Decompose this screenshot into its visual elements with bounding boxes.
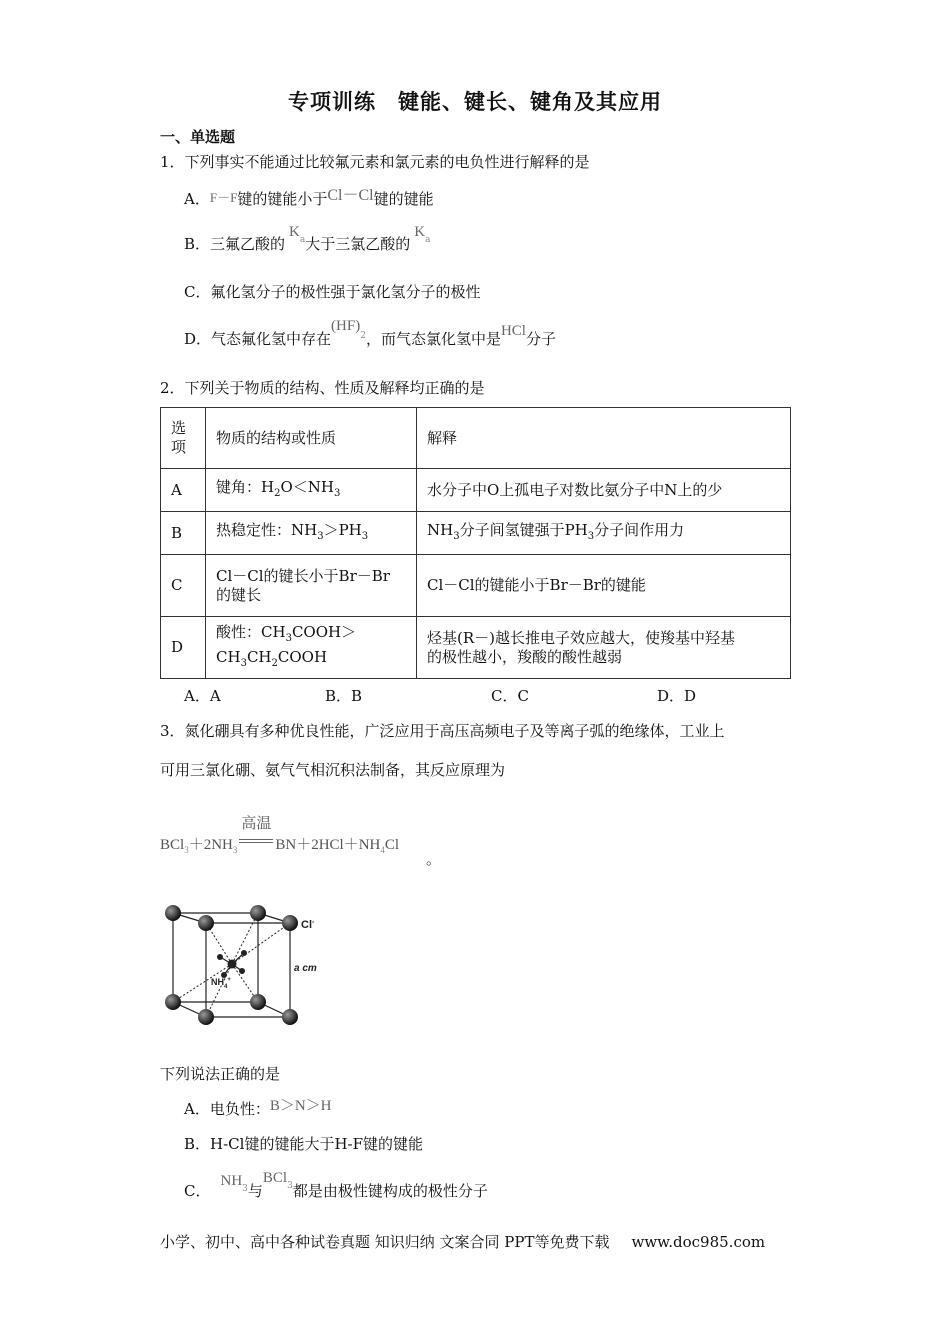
q1-option-c: C．氟化氢分子的极性强于氯化氢分子的极性	[184, 283, 481, 301]
section-heading: 一、单选题	[160, 128, 236, 146]
q2-stem: 2．下列关于物质的结构、性质及解释均正确的是	[160, 379, 485, 397]
q3-stem-line2: 可用三氯化硼、氨气气相沉积法制备，其反应原理为	[160, 761, 506, 779]
table-cell-option: A	[161, 469, 206, 512]
q3-option-a: A．电负性：B＞N＞H	[184, 1098, 332, 1118]
ammonium-label: $NH_4^+$	[211, 977, 231, 990]
table-cell-property: Cl－Cl的键长小于Br－Br 的键长	[206, 555, 417, 617]
q2-choice-b: B．B	[325, 687, 363, 705]
table-cell-property: 键角：$H_2O<NH_3$	[206, 469, 417, 512]
q3-option-c: C．$NH_3$与BCl$_3$都是由极性键构成的极性分子	[184, 1170, 488, 1200]
table-cell-property: 热稳定性：$NH_3>PH_3$	[206, 512, 417, 555]
equation-period: 。	[426, 850, 442, 868]
crystal-cell-diagram	[158, 895, 330, 1030]
table-cell-explanation: Cl－Cl的键能小于Br－Br的键能	[417, 555, 791, 617]
table-header-property: 物质的结构或性质	[206, 408, 417, 469]
footer-text: 小学、初中、高中各种试卷真题 知识归纳 文案合同 PPT等免费下载	[160, 1233, 610, 1251]
table-cell-option: D	[161, 617, 206, 679]
q1-option-a: A．F－F键的键能小于Cl－Cl键的键能	[184, 187, 434, 208]
reaction-condition: 高温	[239, 815, 273, 843]
q2-table	[160, 407, 791, 679]
q1-option-b: B．三氟乙酸的$K_a$大于三氯乙酸的$K_a$	[184, 224, 431, 253]
table-row	[161, 469, 791, 512]
page-footer	[160, 1231, 765, 1252]
q3-stem-line1: 3．氮化硼具有多种优良性能，广泛应用于高压高频电子及等离子弧的绝缘体，工业上	[160, 722, 725, 740]
page-title: 专项训练 键能、键长、键角及其应用	[288, 90, 662, 114]
table-header-option: 选项	[161, 408, 206, 469]
table-cell-explanation: $NH_3$分子间氢键强于$PH_3$分子间作用力	[417, 512, 791, 555]
q3-option-b: B．H-Cl键的键能大于H-F键的键能	[184, 1135, 424, 1153]
table-cell-option: B	[161, 512, 206, 555]
q2-choice-d: D．D	[657, 687, 697, 705]
edge-length-label: a cm	[294, 963, 317, 974]
table-cell-option: C	[161, 555, 206, 617]
table-row	[161, 512, 791, 555]
q2-choice-c: C．C	[491, 687, 529, 705]
table-row	[161, 555, 791, 617]
q1-stem: 1．下列事实不能通过比较氟元素和氯元素的电负性进行解释的是	[160, 153, 590, 171]
table-cell-explanation: 烃基(R－)越长推电子效应越大，使羧基中羟基 的极性越小，羧酸的酸性越弱	[417, 617, 791, 679]
table-cell-explanation: 水分子中O上孤电子对数比氨分子中N上的少	[417, 469, 791, 512]
q2-choice-a: A．A	[184, 687, 221, 705]
table-header-explanation: 解释	[417, 408, 791, 469]
reaction-equation: $BCl_3+2NH_3$ 高温 $BN+2HCl+NH_4Cl$	[160, 816, 400, 855]
q1-option-d: D．气态氟化氢中存在$(HF)_2$，而气态氯化氢中是HCl分子	[184, 318, 556, 348]
footer-url[interactable]: www.doc985.com	[631, 1233, 766, 1251]
table-cell-property: 酸性：$CH_3COOH>$ $CH_3CH_2COOH$	[206, 617, 417, 679]
q3-ask: 下列说法正确的是	[160, 1065, 281, 1083]
table-row	[161, 617, 791, 679]
chloride-label: Cl-	[301, 919, 315, 931]
